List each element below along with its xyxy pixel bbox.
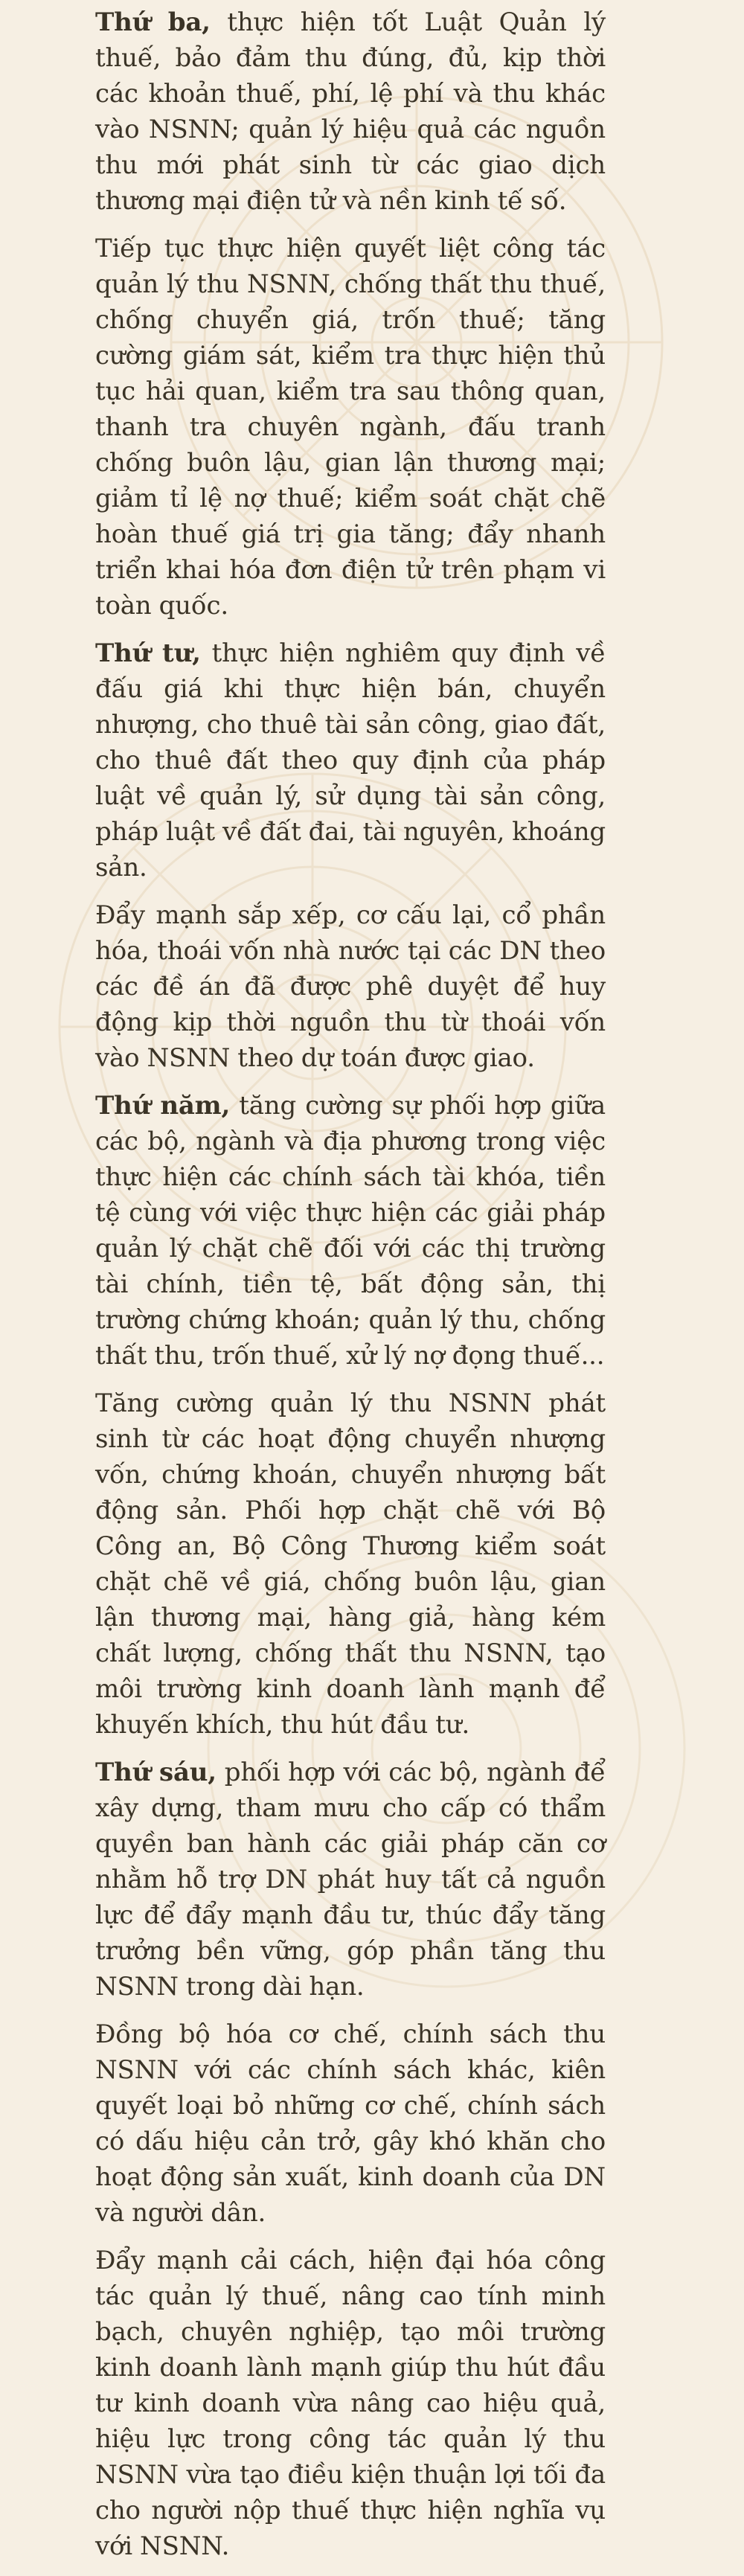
paragraph-lead: Thứ ba, <box>95 7 211 37</box>
paragraph-lead: Thứ năm, <box>95 1091 231 1121</box>
article-body <box>95 0 606 2576</box>
paragraph-text: thực hiện tốt Luật Quản lý thuế, bảo đảm thu đúng, đủ, kịp thời các khoản thuế, phí, lệ phí và thu khác vào NSNN; quản lý hiệu quả các nguồn thu mới phát sinh từ các giao dịch thương mại điện tử và nền kinh tế số. <box>95 7 606 216</box>
paragraph <box>95 231 606 624</box>
paragraph <box>95 2016 606 2231</box>
paragraph <box>95 2243 606 2564</box>
paragraph <box>95 897 606 1076</box>
paragraph-lead: Thứ tư, <box>95 638 201 668</box>
paragraph-text: Đồng bộ hóa cơ chế, chính sách thu NSNN với các chính sách khác, kiên quyết loại bỏ những cơ chế, chính sách có dấu hiệu cản trở, gây khó khăn cho hoạt động sản xuất, kinh doanh của DN và người dân. <box>95 2019 606 2228</box>
paragraph-text: thực hiện nghiêm quy định về đấu giá khi thực hiện bán, chuyển nhượng, cho thuê tài sản công, giao đất, cho thuê đất theo quy định của pháp luật về quản lý, sử dụng tài sản công, pháp luật về đất đai, tài nguyên, khoáng sản. <box>95 638 606 882</box>
paragraph-lead: Thứ sáu, <box>95 1758 217 1787</box>
paragraph-text: tăng cường sự phối hợp giữa các bộ, ngành và địa phương trong việc thực hiện các chính sách tài khóa, tiền tệ cùng với việc thực hiện các giải pháp quản lý chặt chẽ đối với các thị trường tài chính, tiền tệ, bất động sản, thị trường chứng khoán; quản lý thu, chống thất thu, trốn thuế, xử lý nợ đọng thuế... <box>95 1091 606 1371</box>
paragraph-thu-tu <box>95 635 606 885</box>
paragraph-text: Tiếp tục thực hiện quyết liệt công tác quản lý thu NSNN, chống thất thu thuế, chống chuyển giá, trốn thuế; tăng cường giám sát, kiểm tra thực hiện thủ tục hải quan, kiểm tra sau thông quan, thanh tra chuyên ngành, đấu tranh chống buôn lậu, gian lận thương mại; giảm tỉ lệ nợ thuế; kiểm soát chặt chẽ hoàn thuế giá trị gia tăng; đẩy nhanh triển khai hóa đơn điện tử trên phạm vi toàn quốc. <box>95 234 606 621</box>
paragraph-text: phối hợp với các bộ, ngành để xây dựng, tham mưu cho cấp có thẩm quyền ban hành các giải pháp căn cơ nhằm hỗ trợ DN phát huy tất cả nguồn lực để đẩy mạnh đầu tư, thúc đẩy tăng trưởng bền vững, góp phần tăng thu NSNN trong dài hạn. <box>95 1758 606 2002</box>
paragraph <box>95 1385 606 1743</box>
paragraph-text: Tăng cường quản lý thu NSNN phát sinh từ các hoạt động chuyển nhượng vốn, chứng khoán, chuyển nhượng bất động sản. Phối hợp chặt chẽ với Bộ Công an, Bộ Công Thương kiểm soát chặt chẽ về giá, chống buôn lậu, gian lận thương mại, hàng giả, hàng kém chất lượng, chống thất thu NSNN, tạo môi trường kinh doanh lành mạnh để khuyến khích, thu hút đầu tư. <box>95 1388 606 1740</box>
paragraph-thu-nam <box>95 1088 606 1374</box>
paragraph-text: Đẩy mạnh cải cách, hiện đại hóa công tác quản lý thuế, nâng cao tính minh bạch, chuyên nghiệp, tạo môi trường kinh doanh lành mạnh giúp thu hút đầu tư kinh doanh vừa nâng cao hiệu quả, hiệu lực trong công tác quản lý thu NSNN vừa tạo điều kiện thuận lợi tối đa cho người nộp thuế thực hiện nghĩa vụ với NSNN. <box>95 2246 606 2561</box>
paragraph-thu-sau <box>95 1755 606 2005</box>
paragraph-thu-ba <box>95 4 606 219</box>
paragraph-text: Đẩy mạnh sắp xếp, cơ cấu lại, cổ phần hóa, thoái vốn nhà nước tại các DN theo các đề án đã được phê duyệt để huy động kịp thời nguồn thu từ thoái vốn vào NSNN theo dự toán được giao. <box>95 900 606 1073</box>
